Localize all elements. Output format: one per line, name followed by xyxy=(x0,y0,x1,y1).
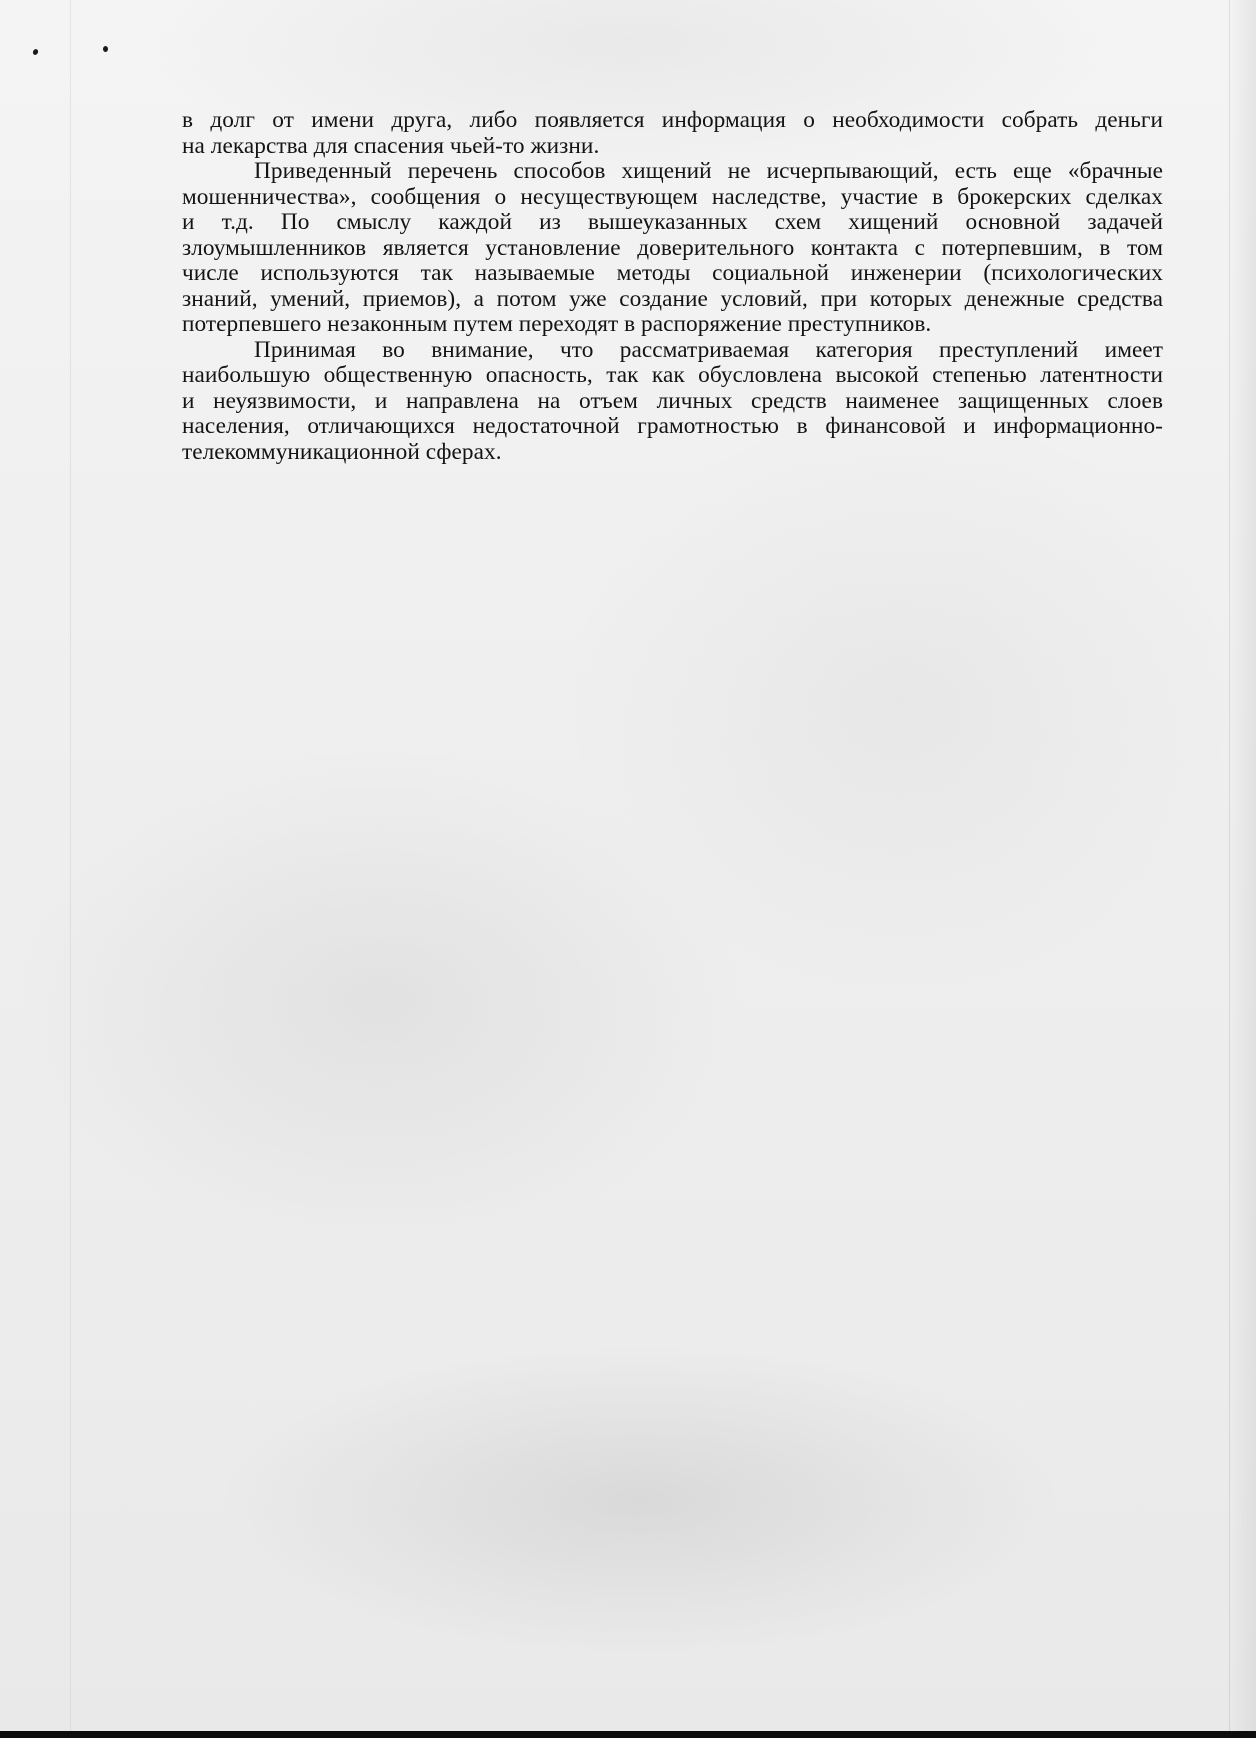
scan-edge-right-shadow xyxy=(1230,0,1256,1738)
text-line: на лекарства для спасения чьей-то жизни. xyxy=(182,132,600,159)
text-line: потерпевшего незаконным путем переходят в распоряжение преступников. xyxy=(182,311,932,337)
text-line: Приведенный перечень способов хищений не исчерпывающий, есть еще «брачные xyxy=(254,158,1163,184)
text-line: населения, отличающихся недостаточной грамотностью в финансовой и информационно- xyxy=(182,413,1163,439)
document-body xyxy=(182,108,1163,465)
text-line: мошенничества», сообщения о несуществующем наследстве, участие в брокерских сделках xyxy=(182,183,1163,210)
paragraph xyxy=(182,159,1163,338)
text-line: и т.д. По смыслу каждой из вышеуказанных схем хищений основной задачей xyxy=(182,209,1163,235)
text-line: злоумышленников является установление доверительного контакта с потерпевшим, в том xyxy=(182,234,1163,261)
scan-speck xyxy=(103,46,108,52)
text-line: числе используются так называемые методы социальной инженерии (психологических xyxy=(182,260,1163,286)
text-line: Принимая во внимание, что рассматриваемая категория преступлений имеет xyxy=(254,336,1163,363)
scan-edge-right-line xyxy=(1229,0,1230,1738)
text-line: и неуязвимости, и направлена на отъем личных средств наименее защищенных слоев xyxy=(182,387,1163,414)
text-line: телекоммуникационной сферах. xyxy=(182,438,502,465)
text-line: в долг от имени друга, либо появляется информация о необходимости собрать деньги xyxy=(182,107,1163,133)
paragraph xyxy=(182,108,1163,159)
scan-speck xyxy=(32,48,39,56)
text-line: наибольшую общественную опасность, так как обусловлена высокой степенью латентности xyxy=(182,362,1163,388)
paragraph xyxy=(182,338,1163,466)
scan-edge-bottom xyxy=(0,1731,1256,1738)
scan-edge-left xyxy=(70,0,71,1738)
text-line: знаний, умений, приемов), а потом уже создание условий, при которых денежные средства xyxy=(182,285,1163,312)
